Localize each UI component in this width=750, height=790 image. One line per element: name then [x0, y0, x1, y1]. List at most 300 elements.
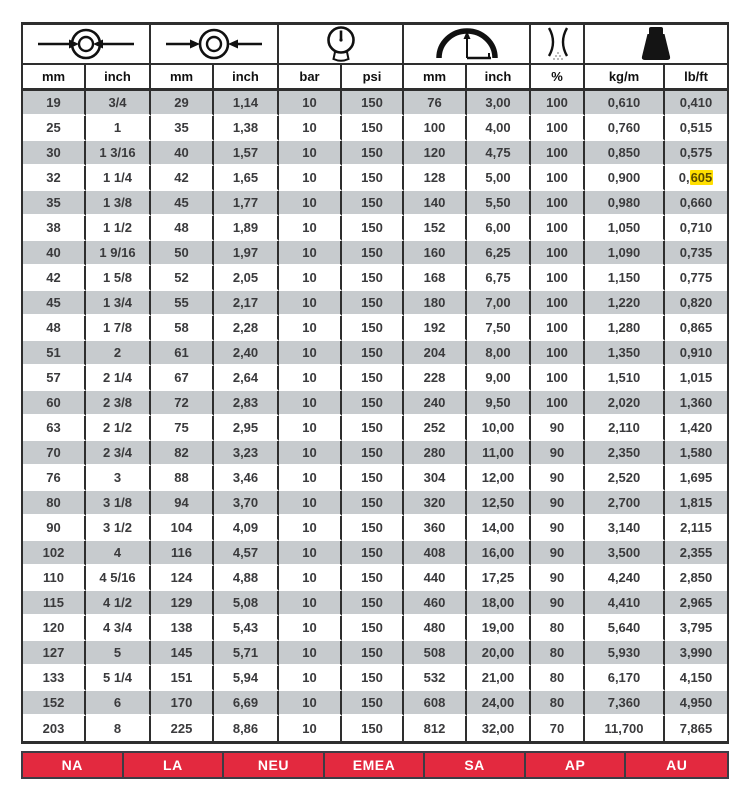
table-row [23, 141, 727, 166]
cell: 10 [279, 716, 342, 741]
cell: 0,660 [665, 191, 727, 216]
column-header-0: mm [23, 65, 86, 88]
cell: 52 [151, 266, 214, 291]
cell: 150 [342, 141, 404, 166]
cell: 5,43 [214, 616, 279, 641]
weight-icon-cell [585, 25, 727, 63]
cell: 225 [151, 716, 214, 741]
cell: 80 [531, 616, 585, 641]
cell: 4 [86, 541, 151, 566]
cell: 100 [531, 216, 585, 241]
cell: 1 3/4 [86, 291, 151, 316]
cell: 42 [151, 166, 214, 191]
hose-spec-table [21, 22, 729, 744]
cell: 100 [531, 116, 585, 141]
outer-diameter-icon [162, 27, 266, 61]
bend-radius-icon [428, 25, 506, 63]
cell: 1 1/4 [86, 166, 151, 191]
cell: 5,00 [467, 166, 531, 191]
cell: 1,015 [665, 366, 727, 391]
cell: 2,350 [585, 441, 665, 466]
cell: 150 [342, 666, 404, 691]
table-row [23, 541, 727, 566]
table-row [23, 716, 727, 741]
cell: 320 [404, 491, 467, 516]
cell: 280 [404, 441, 467, 466]
column-header-1: inch [86, 65, 151, 88]
cell: 115 [23, 591, 86, 616]
cell: 4,150 [665, 666, 727, 691]
table-row [23, 191, 727, 216]
table-row [23, 591, 727, 616]
column-header-4: bar [279, 65, 342, 88]
cell: 10 [279, 691, 342, 716]
cell: 508 [404, 641, 467, 666]
cell: 10 [279, 491, 342, 516]
table-row [23, 266, 727, 291]
cell: 5,08 [214, 591, 279, 616]
column-header-2: mm [151, 65, 214, 88]
cell: 58 [151, 316, 214, 341]
cell: 150 [342, 241, 404, 266]
cell: 2,965 [665, 591, 727, 616]
cell: 42 [23, 266, 86, 291]
cell: 8,86 [214, 716, 279, 741]
cell: 150 [342, 116, 404, 141]
cell: 100 [531, 291, 585, 316]
cell: 10 [279, 266, 342, 291]
cell: 2,17 [214, 291, 279, 316]
cell: 19 [23, 91, 86, 116]
cell: 10 [279, 216, 342, 241]
cell: 7,50 [467, 316, 531, 341]
cell: 120 [23, 616, 86, 641]
inner-diameter-icon [34, 27, 138, 61]
cell: 100 [531, 316, 585, 341]
cell: 124 [151, 566, 214, 591]
cell: 150 [342, 416, 404, 441]
cell: 35 [23, 191, 86, 216]
cell: 1 [86, 116, 151, 141]
cell: 4,57 [214, 541, 279, 566]
cell: 10 [279, 466, 342, 491]
cell: 70 [23, 441, 86, 466]
cell: 129 [151, 591, 214, 616]
cell: 10 [279, 616, 342, 641]
region-cell-na: NA [23, 753, 124, 777]
cell: 150 [342, 641, 404, 666]
cell: 10 [279, 516, 342, 541]
cell: 150 [342, 216, 404, 241]
cell: 10 [279, 391, 342, 416]
cell: 4 1/2 [86, 591, 151, 616]
cell: 110 [23, 566, 86, 591]
region-footer-bar [21, 751, 729, 779]
cell: 51 [23, 341, 86, 366]
cell: 61 [151, 341, 214, 366]
table-row [23, 116, 727, 141]
cell: 1 3/8 [86, 191, 151, 216]
cell: 150 [342, 341, 404, 366]
cell: 151 [151, 666, 214, 691]
cell: 10 [279, 316, 342, 341]
pressure-gauge-icon [318, 25, 364, 63]
cell: 150 [342, 316, 404, 341]
table-row [23, 666, 727, 691]
cell: 100 [531, 166, 585, 191]
cell: 180 [404, 291, 467, 316]
cell: 3 [86, 466, 151, 491]
table-row [23, 391, 727, 416]
cell: 116 [151, 541, 214, 566]
cell: 133 [23, 666, 86, 691]
cell: 82 [151, 441, 214, 466]
cell: 104 [151, 516, 214, 541]
cell: 460 [404, 591, 467, 616]
cell: 7,00 [467, 291, 531, 316]
cell: 2,110 [585, 416, 665, 441]
cell: 2,115 [665, 516, 727, 541]
cell: 80 [23, 491, 86, 516]
cell: 150 [342, 266, 404, 291]
table-row [23, 691, 727, 716]
cell: 1,350 [585, 341, 665, 366]
cell: 252 [404, 416, 467, 441]
cell: 48 [23, 316, 86, 341]
cell: 2,850 [665, 566, 727, 591]
cell: 1,510 [585, 366, 665, 391]
cell: 14,00 [467, 516, 531, 541]
column-header-row [23, 65, 727, 91]
vacuum-icon-cell [531, 25, 585, 63]
cell: 10 [279, 641, 342, 666]
cell: 1 1/2 [86, 216, 151, 241]
cell: 150 [342, 691, 404, 716]
cell: 1,150 [585, 266, 665, 291]
cell: 150 [342, 391, 404, 416]
cell: 100 [531, 91, 585, 116]
cell: 40 [23, 241, 86, 266]
table-row [23, 341, 727, 366]
cell: 5 1/4 [86, 666, 151, 691]
table-row [23, 416, 727, 441]
cell: 75 [151, 416, 214, 441]
column-header-3: inch [214, 65, 279, 88]
cell: 10 [279, 91, 342, 116]
cell: 57 [23, 366, 86, 391]
cell: 100 [531, 266, 585, 291]
cell: 0,760 [585, 116, 665, 141]
cell: 2 3/8 [86, 391, 151, 416]
cell: 8,00 [467, 341, 531, 366]
cell: 8 [86, 716, 151, 741]
region-cell-la: LA [124, 753, 225, 777]
cell: 6,00 [467, 216, 531, 241]
cell: 10 [279, 191, 342, 216]
cell: 150 [342, 616, 404, 641]
cell: 100 [531, 341, 585, 366]
cell: 10 [279, 591, 342, 616]
cell: 0,850 [585, 141, 665, 166]
cell: 1 3/16 [86, 141, 151, 166]
search-highlight: 605 [690, 170, 713, 185]
cell: 55 [151, 291, 214, 316]
cell: 3 1/2 [86, 516, 151, 541]
cell: 10 [279, 566, 342, 591]
cell: 1,280 [585, 316, 665, 341]
cell: 138 [151, 616, 214, 641]
table-row [23, 241, 727, 266]
cell: 38 [23, 216, 86, 241]
cell: 1,360 [665, 391, 727, 416]
cell: 90 [531, 566, 585, 591]
cell: 102 [23, 541, 86, 566]
cell: 4,75 [467, 141, 531, 166]
cell: 10 [279, 416, 342, 441]
cell: 11,700 [585, 716, 665, 741]
cell: 90 [531, 516, 585, 541]
cell: 100 [531, 191, 585, 216]
cell: 12,00 [467, 466, 531, 491]
region-cell-sa: SA [425, 753, 526, 777]
cell: 1,89 [214, 216, 279, 241]
cell: 10 [279, 116, 342, 141]
cell: 4,410 [585, 591, 665, 616]
table-row [23, 441, 727, 466]
table-row [23, 566, 727, 591]
cell: 72 [151, 391, 214, 416]
cell: 152 [23, 691, 86, 716]
table-row [23, 466, 727, 491]
cell: 2,355 [665, 541, 727, 566]
cell: 10 [279, 666, 342, 691]
cell: 2,28 [214, 316, 279, 341]
cell: 4 5/16 [86, 566, 151, 591]
cell: 0,980 [585, 191, 665, 216]
cell: 150 [342, 516, 404, 541]
cell: 150 [342, 166, 404, 191]
cell: 10 [279, 291, 342, 316]
bend-radius-icon-cell [404, 25, 531, 63]
cell: 1,65 [214, 166, 279, 191]
cell: 150 [342, 591, 404, 616]
cell: 1,050 [585, 216, 665, 241]
cell: 0,900 [585, 166, 665, 191]
cell: 150 [342, 91, 404, 116]
cell: 90 [531, 416, 585, 441]
cell: 150 [342, 291, 404, 316]
cell: 4 3/4 [86, 616, 151, 641]
cell: 80 [531, 666, 585, 691]
cell: 60 [23, 391, 86, 416]
cell: 150 [342, 466, 404, 491]
cell: 0,735 [665, 241, 727, 266]
cell: 812 [404, 716, 467, 741]
cell: 11,00 [467, 441, 531, 466]
region-cell-au: AU [666, 757, 688, 773]
cell: 152 [404, 216, 467, 241]
cell: 0,610 [585, 91, 665, 116]
cell: 80 [531, 641, 585, 666]
table-row [23, 91, 727, 116]
cell: 0,575 [665, 141, 727, 166]
cell: 94 [151, 491, 214, 516]
cell: 100 [531, 241, 585, 266]
cell: 1,695 [665, 466, 727, 491]
column-header-5: psi [342, 65, 404, 88]
cell: 150 [342, 441, 404, 466]
pressure-gauge-icon-cell [279, 25, 404, 63]
cell: 2 3/4 [86, 441, 151, 466]
cell: 150 [342, 566, 404, 591]
cell: 7,865 [665, 716, 727, 741]
cell: 5,50 [467, 191, 531, 216]
cell: 5,94 [214, 666, 279, 691]
cell: 145 [151, 641, 214, 666]
cell: 228 [404, 366, 467, 391]
cell: 204 [404, 341, 467, 366]
cell: 0,820 [665, 291, 727, 316]
cell: 360 [404, 516, 467, 541]
icon-header-row [23, 25, 727, 65]
table-row [23, 641, 727, 666]
cell: 150 [342, 716, 404, 741]
cell: 50 [151, 241, 214, 266]
column-header-9: kg/m [585, 65, 665, 88]
cell: 0,710 [665, 216, 727, 241]
cell: 24,00 [467, 691, 531, 716]
cell: 304 [404, 466, 467, 491]
cell: 2,700 [585, 491, 665, 516]
cell: 90 [531, 466, 585, 491]
cell: 80 [531, 691, 585, 716]
column-header-7: inch [467, 65, 531, 88]
column-header-8: % [531, 65, 585, 88]
cell: 2,64 [214, 366, 279, 391]
cell: 6,25 [467, 241, 531, 266]
cell: 90 [531, 591, 585, 616]
cell: 408 [404, 541, 467, 566]
cell: 19,00 [467, 616, 531, 641]
cell: 0,515 [665, 116, 727, 141]
cell: 1,14 [214, 91, 279, 116]
cell: 3/4 [86, 91, 151, 116]
cell: 90 [531, 491, 585, 516]
cell: 1 9/16 [86, 241, 151, 266]
cell: 1,57 [214, 141, 279, 166]
cell: 100 [531, 141, 585, 166]
cell: 1,38 [214, 116, 279, 141]
cell: 4,950 [665, 691, 727, 716]
cell: 45 [23, 291, 86, 316]
cell: 100 [531, 391, 585, 416]
cell: 1,090 [585, 241, 665, 266]
cell: 20,00 [467, 641, 531, 666]
cell: 5 [86, 641, 151, 666]
cell: 160 [404, 241, 467, 266]
cell: 140 [404, 191, 467, 216]
cell: 6 [86, 691, 151, 716]
cell: 76 [23, 466, 86, 491]
cell: 10,00 [467, 416, 531, 441]
cell: 10 [279, 241, 342, 266]
cell: 150 [342, 491, 404, 516]
cell: 3,23 [214, 441, 279, 466]
cell: 0,775 [665, 266, 727, 291]
cell: 532 [404, 666, 467, 691]
cell: 3,46 [214, 466, 279, 491]
cell: 1,815 [665, 491, 727, 516]
cell: 5,640 [585, 616, 665, 641]
weight-icon [636, 25, 676, 63]
cell: 2,95 [214, 416, 279, 441]
table-body [23, 91, 727, 741]
cell: 2,020 [585, 391, 665, 416]
region-cell-neu: NEU [224, 753, 325, 777]
cell: 6,170 [585, 666, 665, 691]
cell: 3,70 [214, 491, 279, 516]
cell: 170 [151, 691, 214, 716]
cell: 10 [279, 341, 342, 366]
cell: 1 5/8 [86, 266, 151, 291]
cell: 45 [151, 191, 214, 216]
cell: 32 [23, 166, 86, 191]
cell: 21,00 [467, 666, 531, 691]
table-row [23, 491, 727, 516]
cell: 2 1/2 [86, 416, 151, 441]
cell: 120 [404, 141, 467, 166]
cell: 5,930 [585, 641, 665, 666]
cell: 127 [23, 641, 86, 666]
cell: 4,88 [214, 566, 279, 591]
cell: 1,97 [214, 241, 279, 266]
inner-diameter-icon-cell [23, 25, 151, 63]
cell: 2,40 [214, 341, 279, 366]
cell: 608 [404, 691, 467, 716]
cell: 150 [342, 366, 404, 391]
cell: 10 [279, 166, 342, 191]
cell: 10 [279, 441, 342, 466]
cell: 4,09 [214, 516, 279, 541]
cell: 3,990 [665, 641, 727, 666]
cell: 0,865 [665, 316, 727, 341]
cell: 10 [279, 366, 342, 391]
vacuum-icon [538, 26, 576, 62]
cell: 18,00 [467, 591, 531, 616]
cell: 100 [531, 366, 585, 391]
cell: 10 [279, 541, 342, 566]
cell: 1,220 [585, 291, 665, 316]
cell: 440 [404, 566, 467, 591]
cell: 203 [23, 716, 86, 741]
cell: 100 [404, 116, 467, 141]
region-cell-emea: EMEA [325, 753, 426, 777]
cell: 90 [531, 441, 585, 466]
cell: 9,00 [467, 366, 531, 391]
column-header-6: mm [404, 65, 467, 88]
region-cell-ap: AP [526, 753, 627, 777]
cell: 2 1/4 [86, 366, 151, 391]
cell: 1,420 [665, 416, 727, 441]
cell: 5,71 [214, 641, 279, 666]
cell: 63 [23, 416, 86, 441]
outer-diameter-icon-cell [151, 25, 279, 63]
cell: 2,05 [214, 266, 279, 291]
cell: 4,240 [585, 566, 665, 591]
cell: 2,83 [214, 391, 279, 416]
cell: 25 [23, 116, 86, 141]
cell: 2 [86, 341, 151, 366]
